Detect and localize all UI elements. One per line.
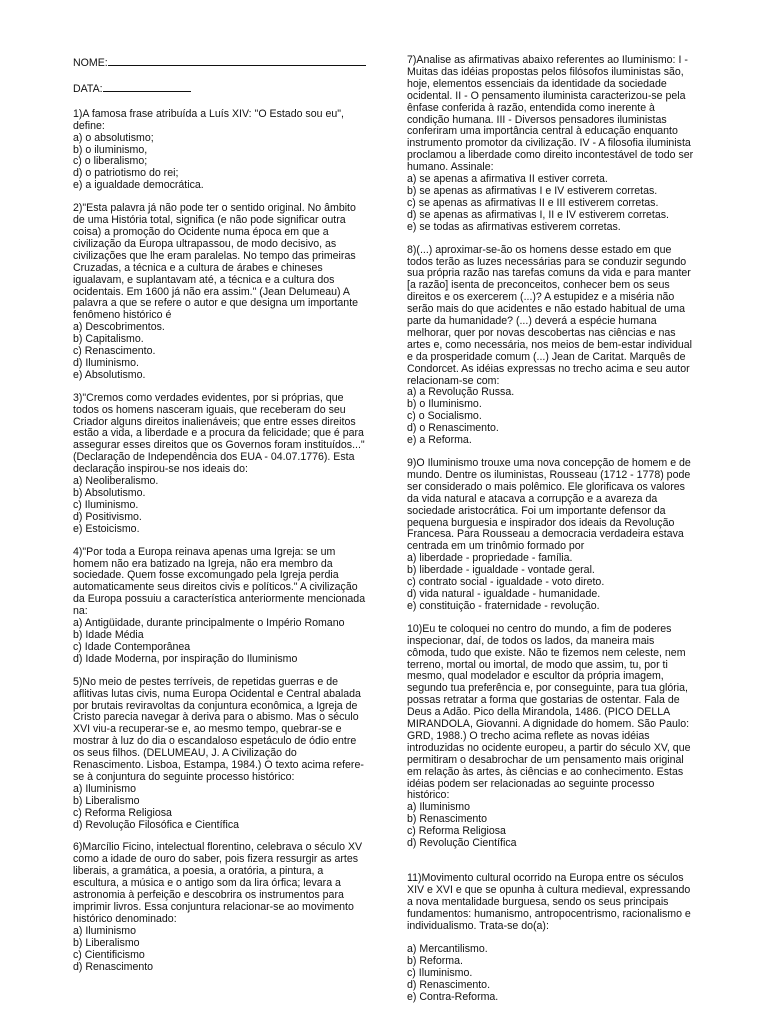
answer-option[interactable]: c) Iluminismo. [73, 498, 139, 511]
answer-option[interactable]: c) Reforma Religiosa [73, 806, 172, 819]
answer-option[interactable]: a) Antigüidade, durante principalmente o Império Romano [73, 617, 345, 630]
answer-option[interactable]: d) Revolução Científica [407, 837, 517, 850]
question-stem: 9)O Iluminismo trouxe uma nova concepção de homem e de mundo. Dentre os iluministas, Rousseau (1712 - 1778) pode ser considerado o mais polêmico. Ele glorificava os valores da vida natural e atacava a corrupção e a avareza da sociedade aristocrática. Foi um importante defensor da pequena burguesia e inspirador dos ideais da Revolução Francesa. Para Rousseau a democracia verdadeira estava centrada em um trinômio formado por [407, 457, 691, 553]
answer-option[interactable]: b) Reforma. [407, 955, 463, 968]
question-stem: 3)"Cremos como verdades evidentes, por si próprias, que todos os homens nasceram iguais, que receberam do seu Criador alguns direitos inalienáveis; que entre esses direitos estão a vida, a liberdade e a procura da felicidade; que é para assegurar esses direitos que os Governos foram instituídos..." (Declaração de Independência dos EUA - 04.07.1776). Esta declaração inspirou-se nos ideais do: [73, 391, 365, 476]
answer-option[interactable]: b) o iluminismo, [73, 143, 148, 156]
question-4 [73, 547, 369, 666]
answer-option[interactable]: d) Revolução Filosófica e Científica [73, 818, 240, 831]
answer-option[interactable]: a) Descobrimentos. [73, 321, 165, 334]
answer-options [73, 618, 369, 666]
question-stem: 5)No meio de pestes terríveis, de repetidas guerras e de aflitivas lutas civis, numa Europa Ocidental e Central abalada por brutais reviravoltas da conjuntura econômica, a Igreja de Cristo parecia navegar à deriva para o abismo. Mas o século XVI viu-a recuperar-se e, ao mesmo tempo, quebrar-se e mostrar à luz do dia o escandaloso espetáculo de ódio entre os seus filhos. (DELUMEAU, J. A Civilização do Renascimento. Lisboa, Estampa, 1984.) O texto acima refere-se à conjuntura do seguinte processo histórico: [73, 675, 364, 783]
question-5 [73, 677, 369, 832]
answer-option[interactable]: b) Idade Média [73, 628, 144, 641]
answer-option[interactable]: d) Idade Moderna, por inspiração do Iluminismo [73, 652, 298, 665]
answer-options [407, 944, 697, 1004]
answer-option[interactable]: a) liberdade - propriedade - família. [407, 552, 573, 565]
answer-option[interactable]: e) Absolutismo. [73, 368, 146, 381]
answer-option[interactable]: c) Iluminismo. [407, 967, 473, 980]
question-stem: 1)A famosa frase atribuída a Luís XIV: "O Estado sou eu", define: [73, 107, 344, 132]
answer-option[interactable]: d) o Renascimento. [407, 422, 499, 435]
answer-options [407, 802, 697, 850]
answer-options [73, 784, 369, 832]
answer-options [73, 322, 369, 382]
answer-option[interactable]: b) Capitalismo. [73, 333, 144, 346]
answer-options [407, 553, 697, 613]
answer-option[interactable]: d) Positivismo. [73, 510, 142, 523]
answer-options [73, 476, 369, 536]
question-11 [407, 873, 697, 1004]
answer-option[interactable]: e) a Reforma. [407, 434, 472, 447]
answer-option[interactable]: a) Iluminismo [407, 801, 470, 814]
name-field[interactable] [73, 56, 369, 70]
question-6 [73, 842, 369, 973]
question-9 [407, 458, 697, 613]
question-stem: 2)"Esta palavra já não pode ter o sentido original. No âmbito de uma História total, significa (e não pode significar outra coisa) a promoção do Ocidente numa época em que a civilização da Europa ultrapassou, de modo decisivo, as civilizações que lhe eram paralelas. No tempo das primeiras Cruzadas, a técnica e a cultura de árabes e chineses igualavam, e suplantavam até, a técnica e a cultura dos ocidentais. Em 1600 já não era assim." (Jean Delumeau) A palavra a que se refere o autor e que designa um importante fenômeno histórico é [73, 202, 359, 322]
answer-options [407, 387, 697, 447]
answer-option[interactable]: e) a igualdade democrática. [73, 179, 204, 192]
left-column [73, 56, 369, 973]
answer-option[interactable]: d) se apenas as afirmativas I, II e IV estiverem corretas. [407, 208, 670, 221]
answer-options [73, 133, 369, 193]
answer-option[interactable]: e) Contra-Reforma. [407, 991, 499, 1004]
answer-option[interactable]: d) o patriotismo do rei; [73, 167, 179, 180]
question-stem: 8)(...) aproximar-se-ão os homens desse estado em que todos terão as luzes necessárias para se conduzir segundo sua própria razão nas tarefas comuns da vida e para manter [a razão] isenta de preconceitos, conhecer bem os seus direitos e os exercerem (...)? A estupidez e a miséria não serão mais do que acidentes e não estado habitual de uma parte da humanidade? (...) deverá a espécie humana melhorar, quer por novas descobertas nas ciências e nas artes e, como necessária, nos meios de bem-estar individual e da prosperidade comum (...) Jean de Caritat. Marquês de Condorcet. As idéias expressas no trecho acima e seu autor relacionam-se com: [407, 243, 692, 387]
question-7 [407, 55, 697, 234]
answer-option[interactable]: c) Cientificismo [73, 948, 145, 961]
answer-option[interactable]: b) Liberalismo [73, 794, 140, 807]
answer-option[interactable]: e) constituição - fraternidade - revolução. [407, 599, 600, 612]
answer-option[interactable]: d) Renascimento [73, 960, 154, 973]
answer-option[interactable]: a) Iluminismo [73, 782, 136, 795]
name-label: NOME: [73, 57, 108, 69]
answer-option[interactable]: c) o liberalismo; [73, 155, 148, 168]
answer-option[interactable]: a) Mercantilismo. [407, 943, 488, 956]
answer-option[interactable]: a) a Revolução Russa. [407, 386, 515, 399]
answer-option[interactable]: c) o Socialismo. [407, 410, 482, 423]
answer-option[interactable]: d) Iluminismo. [73, 356, 139, 369]
question-stem: 7)Analise as afirmativas abaixo referentes ao Iluminismo: I - Muitas das idéias propostas pelos filósofos iluministas são, hoje, elementos essenciais da identidade da sociedade ocidental. II - O pensamento iluminista caracterizou-se pela ênfase conferida à razão, entendida como inerente à condição humana. III - Diversos pensadores iluministas conferiram uma importância central à educação enquanto instrumento promotor da civilização. IV - A filosofia iluminista proclamou a liberdade como direito incontestável de todo ser humano. Assinale: [407, 54, 694, 174]
answer-option[interactable]: c) contrato social - igualdade - voto direto. [407, 576, 605, 589]
answer-option[interactable]: a) Neoliberalismo. [73, 475, 159, 488]
answer-option[interactable]: a) o absolutismo; [73, 131, 154, 144]
date-label: DATA: [73, 82, 103, 95]
answer-option[interactable]: a) Iluminismo [73, 924, 136, 937]
question-10 [407, 624, 697, 850]
answer-options [407, 174, 697, 234]
answer-option[interactable]: b) se apenas as afirmativas I e IV estiverem corretas. [407, 184, 658, 197]
date-blank-line [103, 82, 191, 92]
answer-option[interactable]: b) Absolutismo. [73, 487, 146, 499]
name-blank-line [108, 56, 366, 66]
question-stem: 10)Eu te coloquei no centro do mundo, a fim de poderes inspecionar, daí, de todos os lados, da maneira mais cômoda, tudo que existe. Não te fizemos nem celeste, nem terreno, mortal ou imortal, de modo que assim, tu, por ti mesmo, qual modelador e escultor da própria imagem, segundo tua preferência e, por conseguinte, para tua glória, possas retratar a forma que gostarias de ostentar. Fala de Deus a Adão. Pico della Mirandola, 1486. (PICO DELLA MIRANDOLA, Giovanni. A dignidade do homem. São Paulo: GRD, 1988.) O trecho acima reflete as novas idéias introduzidas no ocidente europeu, a partir do século XV, que permitiram o desabrochar de um pensamento mais original em relação às artes, às ciências e ao conhecimento. Estas idéias podem ser relacionadas ao seguinte processo histórico: [407, 622, 691, 802]
answer-option[interactable]: c) se apenas as afirmativas II e III estiverem corretas. [407, 196, 659, 209]
answer-option[interactable]: c) Renascimento. [73, 345, 156, 358]
question-2 [73, 203, 369, 382]
question-stem: 11)Movimento cultural ocorrido na Europa entre os séculos XIV e XVI e que se opunha à cultura medieval, expressando a nova mentalidade burguesa, sendo os seus principais fundamentos: humanismo, antropocentrismo, racionalismo e individualismo. Trata-se do(a): [407, 872, 691, 932]
answer-option[interactable]: a) se apenas a afirmativa II estiver correta. [407, 173, 608, 186]
right-column [407, 55, 697, 1004]
answer-option[interactable]: e) Estoicismo. [73, 522, 140, 535]
question-3 [73, 393, 369, 536]
answer-option[interactable]: c) Reforma Religiosa [407, 825, 506, 838]
answer-option[interactable]: d) vida natural - igualdade - humanidade. [407, 587, 601, 600]
answer-option[interactable]: b) Renascimento [407, 813, 488, 826]
question-1 [73, 109, 369, 192]
answer-options [73, 926, 369, 974]
answer-option[interactable]: c) Idade Contemporânea [73, 640, 191, 653]
answer-option[interactable]: b) Liberalismo [73, 936, 140, 949]
answer-option[interactable]: d) Renascimento. [407, 979, 491, 992]
question-stem: 6)Marcílio Ficino, intelectual florentino, celebrava o século XV como a idade de ouro do saber, pois fizera ressurgir as artes liberais, a gramática, a poesia, a oratória, a pintura, a escultura, a música e o antigo som da lira órfica; levara a astronomia à perfeição e descobrira os instrumentos para imprimir livros. Essa conjuntura relacionar-se ao movimento histórico denominado: [73, 841, 363, 925]
answer-option[interactable]: e) se todas as afirmativas estiverem corretas. [407, 220, 621, 233]
date-field[interactable] [73, 82, 369, 96]
answer-option[interactable]: b) o Iluminismo. [407, 398, 482, 411]
answer-option[interactable]: b) liberdade - igualdade - vontade geral. [407, 564, 595, 577]
question-stem: 4)"Por toda a Europa reinava apenas uma Igreja: se um homem não era batizado na Igreja, não era membro da sociedade. Quem fosse excomungado pela Igreja perdia automaticamente seus direitos civis e políticos." A civilização da Europa possuiu a característica anteriormente mencionada na: [73, 545, 366, 618]
question-8 [407, 245, 697, 447]
